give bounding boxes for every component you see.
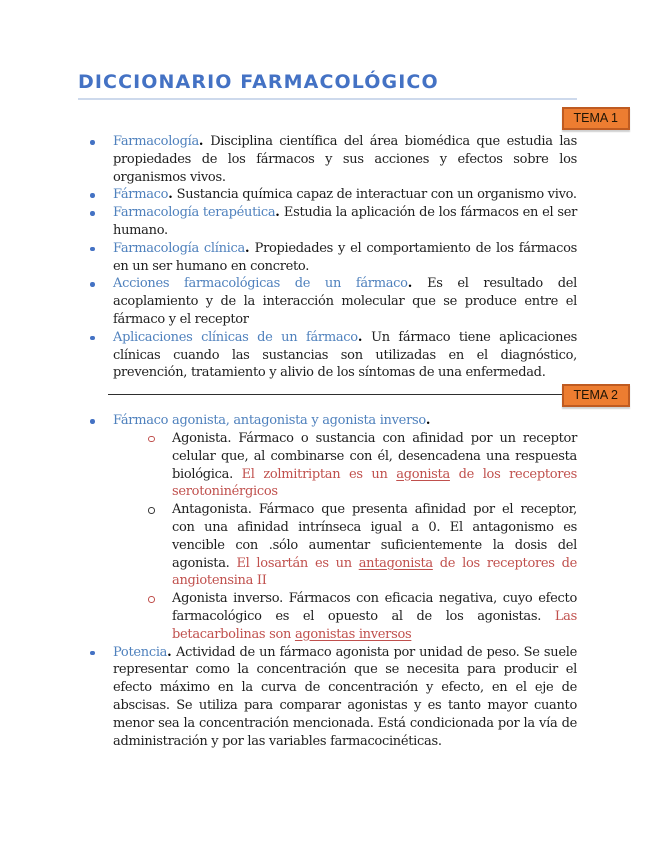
list-item: [78, 412, 577, 430]
bullet-icon: [90, 140, 95, 145]
list-item: [78, 275, 577, 328]
list-item: [78, 644, 577, 751]
list-item-text: Acciones farmacológicas de un fármaco. Es el resultado del acoplamiento y de la interacción molecular que se produce entre el fármaco y el receptor: [113, 276, 577, 327]
list-item-text: Farmacología clínica. Propiedades y el comportamiento de los fármacos en un ser humano en concreto.: [113, 240, 578, 274]
tema1-badge: TEMA 1: [562, 107, 630, 130]
list-item-text: Fármaco agonista, antagonista y agonista inverso.: [113, 413, 431, 429]
bullet-icon: [90, 282, 95, 287]
bullet-icon: [90, 336, 95, 341]
list-item-text: Aplicaciones clínicas de un fármaco. Un fármaco tiene aplicaciones clínicas cuando las sustancias son utilizadas en el diagnóstico, prevención, tratamiento y alivio de los síntomas de una enfermedad.: [113, 329, 577, 381]
bullet-icon: [90, 193, 95, 198]
sub-list-item: [78, 430, 577, 501]
sub-list-item: [78, 590, 577, 643]
list-item-text: Potencia. Actividad de un fármaco agonista por unidad de peso. Se suele representar como la concentración que se necesita para producir el efecto máximo en la curva de concentración y efecto, en el eje de abscisas. Se utiliza para comparar agonistas y es tanto mayor cuanto menor sea la concentración mencionada. Está condicionada por la vía de administración y por las variables farmacocinéticas.: [113, 644, 577, 749]
list-item-text: Antagonista. Fármaco que presenta afinidad por el receptor, con una afinidad intrínseca igual a 0. El antagonismo es vencible con .sólo aumentar suficientemente la dosis del agonista. El losartán es un antagonista de los receptores de angiotensina II: [172, 502, 578, 589]
list-item-text: Farmacología terapéutica. Estudia la aplicación de los fármacos en el ser humano.: [113, 205, 577, 238]
sub-list-item: [78, 501, 577, 590]
list-item: [78, 186, 577, 204]
tema1-badge-row: [78, 107, 618, 130]
bullet-icon: [90, 247, 95, 252]
list-item: [78, 133, 577, 186]
tema2-definition-list: [78, 412, 577, 750]
bullet-icon: [90, 651, 95, 656]
tema2-badge-row: [78, 384, 618, 407]
list-item-text: Agonista. Fármaco o sustancia con afinidad por un receptor celular que, al combinarse con él, desencadena una respuesta biológica. El zolmitriptan es un agonista de los receptores serotoninérgicos: [172, 430, 577, 500]
sub-bullet-icon: [148, 507, 155, 514]
page-title: DICCIONARIO FARMACOLÓGICO: [78, 71, 577, 100]
sub-bullet-icon: [148, 596, 155, 603]
list-item-text: Fármaco. Sustancia química capaz de interactuar con un organismo vivo.: [113, 187, 577, 203]
bullet-icon: [90, 419, 95, 424]
list-item-text: Farmacología. Disciplina científica del área biomédica que estudia las propiedades de los fármacos y sus acciones y efectos sobre los organismos vivos.: [113, 134, 577, 185]
bullet-icon: [90, 211, 95, 216]
list-item-text: Agonista inverso. Fármacos con eficacia negativa, cuyo efecto farmacológico es el opuesto al de los agonistas. Las betacarbolinas son agonistas inversos: [172, 591, 577, 642]
list-item: [78, 204, 577, 240]
section-divider-rule: [108, 394, 563, 395]
list-item: [78, 329, 577, 382]
tema2-badge: TEMA 2: [562, 384, 630, 407]
tema1-definition-list: [78, 133, 577, 382]
list-item: [78, 240, 577, 276]
sub-bullet-icon: [148, 436, 155, 443]
